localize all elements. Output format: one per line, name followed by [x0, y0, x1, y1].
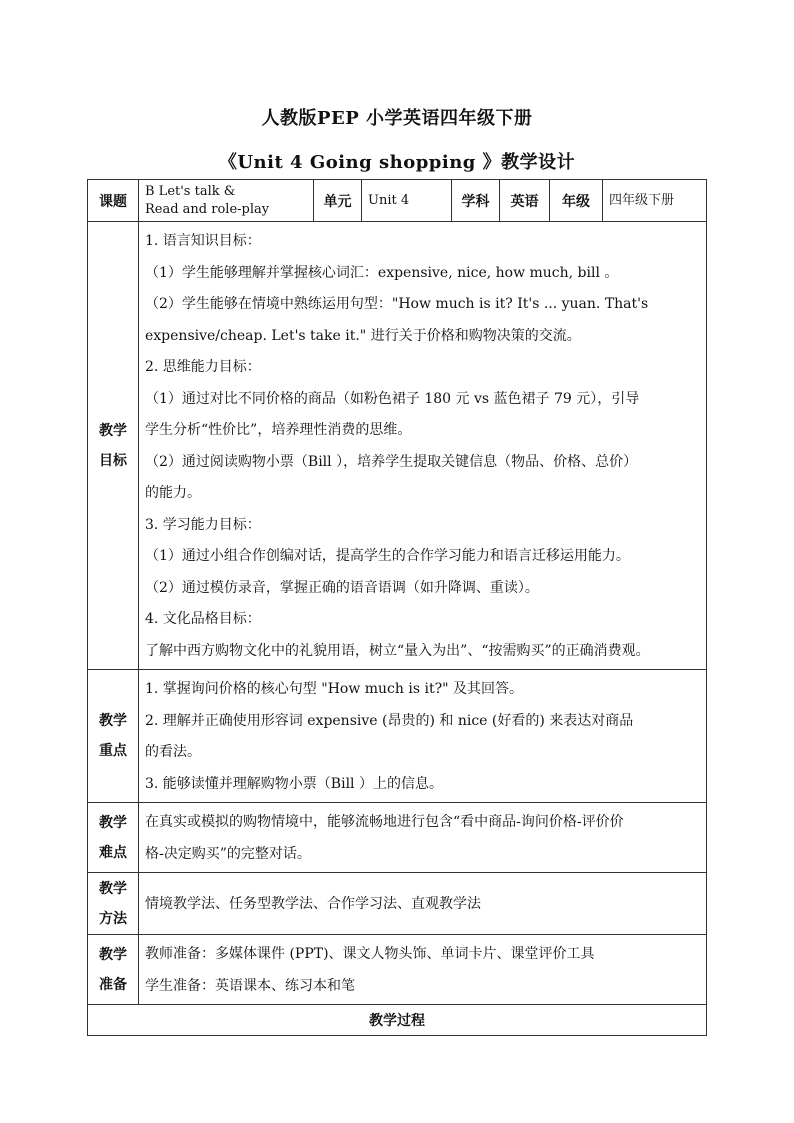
subject-value: 英语	[500, 180, 550, 222]
objectives-line: 了解中西方购物文化中的礼貌用语，树立“量入为出”、“按需购买”的正确消费观。	[145, 642, 650, 659]
objectives-line: （1）通过对比不同价格的商品（如粉色裙子 180 元 vs 蓝色裙子 79 元），引导	[145, 390, 640, 407]
objectives-line: （1）学生能够理解并掌握核心词汇：expensive, nice, how much, bill 。	[145, 264, 619, 281]
info-row	[88, 180, 707, 222]
unit-label: 单元	[314, 180, 362, 222]
objectives-line: （2）通过模仿录音，掌握正确的语音语调（如升降调、重读）。	[145, 579, 539, 596]
difficulties-content	[139, 803, 707, 873]
objectives-line: 2. 思维能力目标：	[145, 359, 261, 375]
document-title-line2: 《Unit 4 Going shopping 》教学设计	[218, 152, 576, 173]
difficulty-line: 在真实或模拟的购物情境中，能够流畅地进行包含“看中商品-询问价格-评价价	[145, 814, 624, 830]
methods-row	[88, 873, 707, 935]
objectives-line: （2）通过阅读购物小票（Bill ），培养学生提取关键信息（物品、价格、总价）	[145, 453, 638, 470]
objectives-content	[139, 222, 707, 670]
objectives-line: 3. 学习能力目标：	[145, 516, 261, 533]
difficulty-line: 格-决定购买”的完整对话。	[145, 845, 311, 862]
key-point-line: 1. 掌握询问价格的核心句型 "How much is it?" 及其回答。	[145, 681, 523, 697]
key-point-line: 3. 能够读懂并理解购物小票（Bill ）上的信息。	[145, 775, 443, 792]
grade-label: 年级	[550, 180, 603, 222]
objectives-line: 的能力。	[145, 485, 201, 501]
grade-value: 四年级下册	[603, 180, 707, 222]
objectives-line: expensive/cheap. Let's take it." 进行关于价格和购物决策的交流。	[145, 327, 581, 344]
preparation-row	[88, 935, 707, 1005]
preparation-content	[139, 935, 707, 1005]
key-point-line: 的看法。	[145, 744, 201, 760]
process-heading: 教学过程	[88, 1005, 707, 1036]
difficulties-row	[88, 803, 707, 873]
key-points-row	[88, 670, 707, 803]
lesson-plan-table	[87, 179, 707, 1036]
process-row	[88, 1005, 707, 1036]
document-title-line1: 人教版PEP 小学英语四年级下册	[261, 108, 533, 129]
objectives-line: 4. 文化品格目标：	[145, 611, 261, 627]
key-point-line: 2. 理解并正确使用形容词 expensive (昂贵的) 和 nice (好看的) 来表达对商品	[145, 712, 634, 729]
objectives-line: （2）学生能够在情境中熟练运用句型："How much is it? It's ... yuan. That's	[145, 296, 649, 312]
objectives-line: 学生分析“性价比”，培养理性消费的思维。	[145, 422, 412, 438]
key-points-label: 教学 重点	[88, 670, 139, 803]
subject-label: 学科	[452, 180, 500, 222]
unit-value: Unit 4	[362, 180, 452, 222]
topic-value	[139, 180, 314, 222]
preparation-label: 教学 准备	[88, 935, 139, 1005]
method-line: 情境教学法、任务型教学法、合作学习法、直观教学法	[145, 895, 481, 912]
key-points-content	[139, 670, 707, 803]
objectives-label: 教学 目标	[88, 222, 139, 670]
objectives-line: （1）通过小组合作创编对话，提高学生的合作学习能力和语言迁移运用能力。	[145, 548, 630, 564]
preparation-line: 教师准备：多媒体课件 (PPT)、课文人物头饰、单词卡片、课堂评价工具	[145, 946, 595, 962]
topic-value-line2: Read and role-play	[145, 201, 270, 217]
topic-value-line1: B Let's talk &	[145, 183, 236, 199]
difficulties-label: 教学 难点	[88, 803, 139, 873]
methods-content	[139, 873, 707, 935]
topic-label: 课题	[88, 180, 139, 222]
preparation-line: 学生准备：英语课本、练习本和笔	[145, 977, 355, 994]
objectives-line: 1. 语言知识目标：	[145, 233, 261, 249]
methods-label: 教学 方法	[88, 873, 139, 935]
objectives-row	[88, 222, 707, 670]
